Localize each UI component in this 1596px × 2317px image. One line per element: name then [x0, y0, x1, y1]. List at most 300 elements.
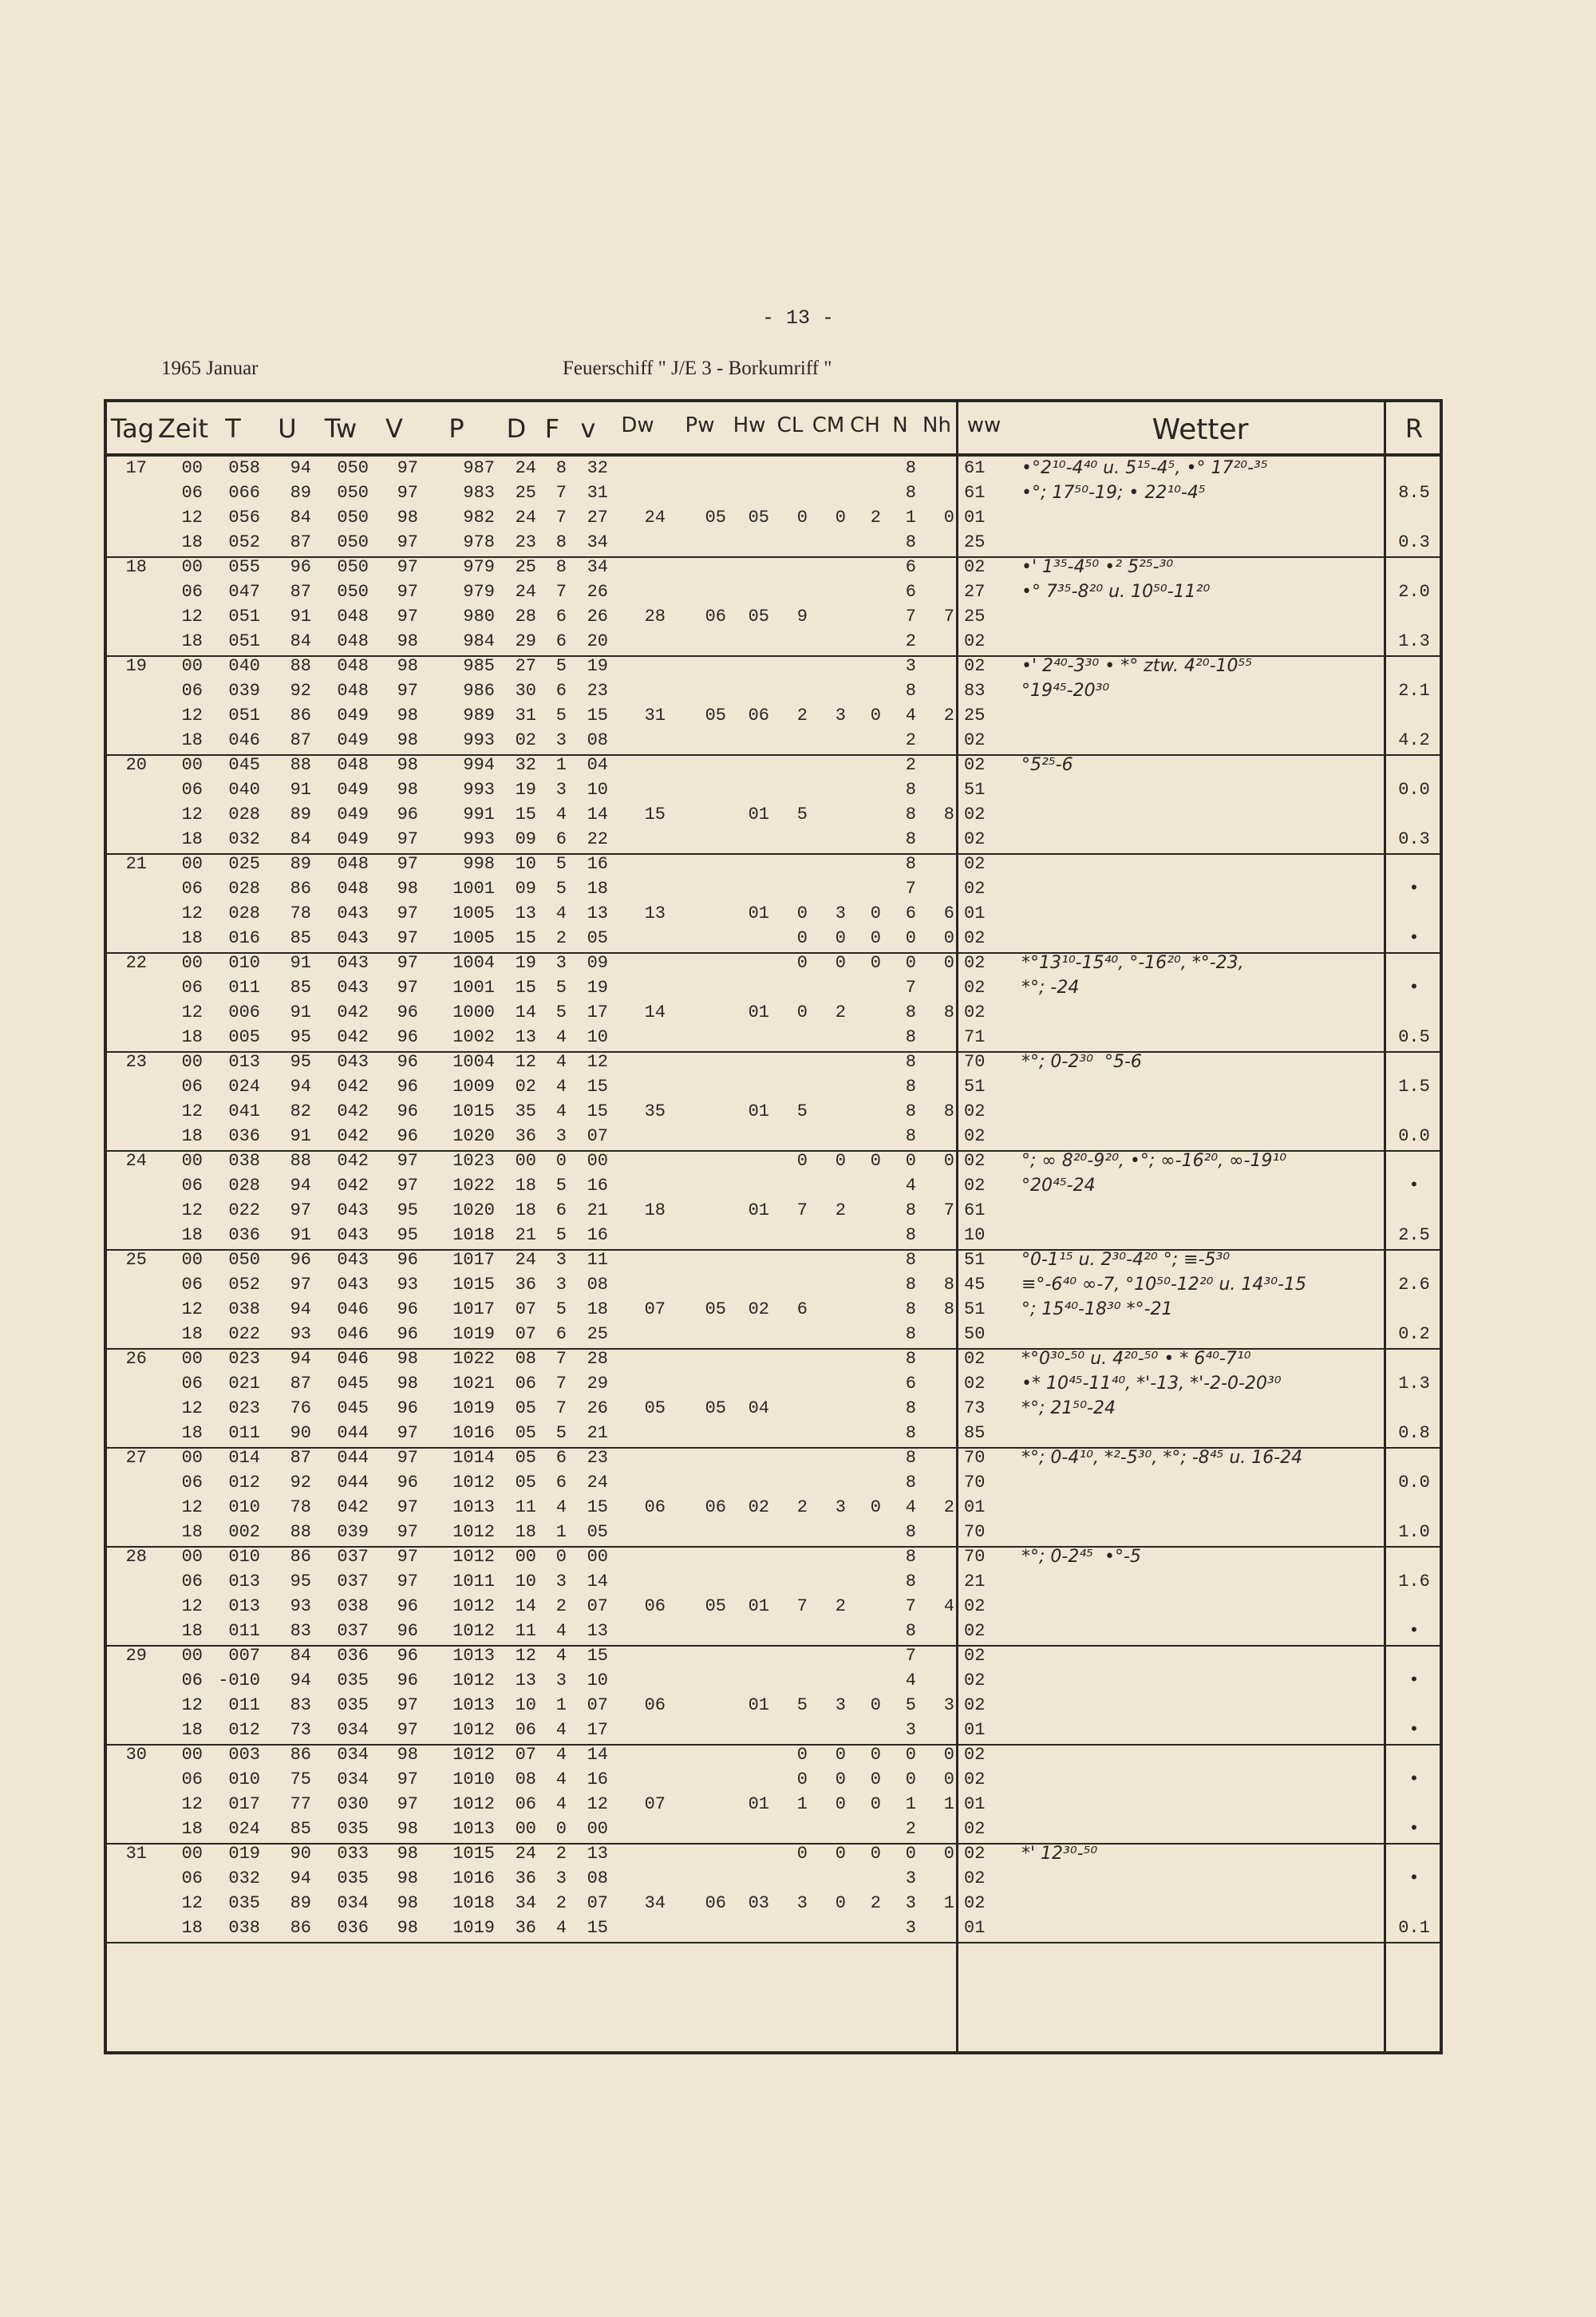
table-cell: 31 — [644, 706, 666, 726]
table-cell: 93 — [290, 1324, 311, 1344]
column-header: ww — [966, 413, 1001, 437]
table-cell: 19 — [587, 656, 608, 676]
table-cell: 18 — [181, 1621, 203, 1641]
table-cell: 00 — [181, 1745, 203, 1765]
table-cell: 78 — [290, 903, 311, 923]
table-cell: 97 — [290, 1275, 311, 1295]
table-cell: 1012 — [452, 1745, 495, 1765]
table-cell: 022 — [228, 1200, 260, 1220]
table-cell: 8 — [943, 1299, 954, 1319]
column-divider — [956, 402, 958, 2051]
table-cell: 13 — [515, 1671, 536, 1690]
table-cell: 1016 — [452, 1423, 495, 1443]
table-cell: 12 — [181, 1299, 203, 1319]
table-cell: 1 — [555, 1522, 567, 1542]
table-cell: 98 — [397, 1349, 418, 1369]
table-cell: 1015 — [452, 1101, 495, 1121]
table-cell: 002 — [228, 1522, 260, 1542]
table-cell: 016 — [228, 928, 260, 948]
table-cell: 3 — [555, 1126, 567, 1146]
table-cell: 8 — [905, 1398, 916, 1418]
table-cell: 2 — [835, 1200, 846, 1220]
table-cell: 32 — [515, 755, 536, 775]
table-cell: 032 — [228, 1868, 260, 1888]
wetter-note: *°; 21⁵⁰-24 — [1021, 1398, 1116, 1418]
table-cell: 3 — [555, 1275, 567, 1295]
table-cell: 044 — [337, 1448, 369, 1468]
table-cell: 06 — [644, 1497, 666, 1517]
table-cell: 94 — [290, 1868, 311, 1888]
table-cell: 01 — [748, 1002, 769, 1022]
table-cell: 989 — [463, 706, 495, 726]
table-cell: 76 — [290, 1398, 311, 1418]
column-header: N — [892, 413, 908, 437]
precip-value: • — [1408, 1176, 1420, 1196]
table-cell: 06 — [181, 879, 203, 899]
table-cell: 16 — [587, 1769, 608, 1789]
table-cell: 9 — [796, 607, 808, 627]
table-cell: 00 — [181, 1349, 203, 1369]
table-cell: 2 — [555, 1844, 567, 1864]
table-cell: 050 — [228, 1250, 260, 1270]
table-cell: 7 — [905, 1596, 916, 1616]
table-cell: 3 — [905, 1868, 916, 1888]
table-cell: 7 — [555, 1349, 567, 1369]
table-cell: 1012 — [452, 1596, 495, 1616]
table-cell: 17 — [587, 1720, 608, 1740]
table-cell: 038 — [228, 1151, 260, 1171]
table-cell: 97 — [397, 978, 418, 998]
table-cell: 82 — [290, 1101, 311, 1121]
table-cell: 12 — [587, 1052, 608, 1072]
table-cell: 86 — [290, 1745, 311, 1765]
table-cell: 3 — [835, 903, 846, 923]
table-cell: 02 — [964, 1349, 986, 1369]
table-cell: 8 — [943, 1275, 954, 1295]
table-cell: 8 — [905, 1101, 916, 1121]
table-cell: 02 — [964, 1819, 986, 1839]
table-cell: 5 — [555, 1423, 567, 1443]
table-cell: 14 — [587, 805, 608, 824]
table-cell: 5 — [555, 978, 567, 998]
table-cell: 12 — [181, 1695, 203, 1715]
table-cell: 18 — [644, 1200, 666, 1220]
wetter-note: •' 1³⁵-4⁵⁰ •² 5²⁵-³⁰ — [1021, 557, 1174, 577]
precip-value: 0.2 — [1398, 1324, 1430, 1344]
table-cell: 2 — [943, 1497, 954, 1517]
table-cell: 030 — [337, 1794, 369, 1814]
table-cell: 014 — [228, 1448, 260, 1468]
table-cell: 038 — [228, 1918, 260, 1938]
table-cell: 12 — [515, 1646, 536, 1666]
table-cell: 8 — [943, 805, 954, 824]
table-cell: 18 — [181, 1324, 203, 1344]
table-cell: 2 — [796, 1497, 808, 1517]
day-divider — [107, 1942, 1440, 1943]
table-cell: 02 — [964, 829, 986, 849]
table-cell: 51 — [964, 1299, 986, 1319]
table-cell: 02 — [964, 805, 986, 824]
column-header: U — [278, 413, 297, 444]
column-header: CM — [812, 413, 845, 437]
table-cell: 1011 — [452, 1572, 495, 1591]
table-cell: 98 — [397, 706, 418, 726]
precip-value: • — [1408, 1819, 1420, 1839]
table-cell: 017 — [228, 1794, 260, 1814]
table-cell: 34 — [644, 1893, 666, 1913]
table-cell: 1005 — [452, 928, 495, 948]
table-cell: 18 — [181, 1126, 203, 1146]
table-cell: 034 — [337, 1893, 369, 1913]
table-cell: 4 — [905, 706, 916, 726]
table-cell: 040 — [228, 656, 260, 676]
table-cell: 89 — [290, 1893, 311, 1913]
table-cell: 0 — [796, 1769, 808, 1789]
table-cell: 06 — [181, 1572, 203, 1591]
table-cell: 00 — [587, 1151, 608, 1171]
table-cell: 83 — [290, 1621, 311, 1641]
table-cell: 045 — [228, 755, 260, 775]
table-cell: 31 — [587, 483, 608, 503]
table-cell: 1017 — [452, 1250, 495, 1270]
table-cell: 02 — [964, 1695, 986, 1715]
table-cell: 07 — [587, 1126, 608, 1146]
table-cell: 25 — [964, 607, 986, 627]
table-cell: 4 — [555, 1101, 567, 1121]
table-cell: 1010 — [452, 1769, 495, 1789]
table-cell: 7 — [905, 879, 916, 899]
table-cell: 97 — [397, 953, 418, 973]
table-cell: 94 — [290, 1077, 311, 1097]
table-cell: 18 — [181, 532, 203, 552]
table-cell: 96 — [290, 557, 311, 577]
table-cell: 8 — [905, 1299, 916, 1319]
table-cell: 046 — [337, 1299, 369, 1319]
table-cell: 6 — [555, 1448, 567, 1468]
table-cell: 18 — [181, 1819, 203, 1839]
wetter-note: *°13¹⁰-15⁴⁰, °-16²⁰, *°-23, — [1021, 953, 1244, 973]
table-cell: 05 — [705, 1596, 726, 1616]
table-cell: 1002 — [452, 1027, 495, 1047]
table-cell: 7 — [905, 607, 916, 627]
table-cell: 01 — [964, 903, 986, 923]
table-cell: 0 — [796, 1844, 808, 1864]
table-cell: 1013 — [452, 1497, 495, 1517]
table-cell: 7 — [905, 1646, 916, 1666]
table-cell: 00 — [181, 854, 203, 874]
table-cell: 06 — [181, 1868, 203, 1888]
table-cell: 05 — [748, 607, 769, 627]
table-cell: 0 — [555, 1819, 567, 1839]
precip-value: 1.0 — [1398, 1522, 1430, 1542]
table-cell: 011 — [228, 1621, 260, 1641]
table-cell: 07 — [587, 1596, 608, 1616]
table-cell: 08 — [587, 730, 608, 750]
table-cell: 982 — [463, 508, 495, 528]
table-cell: 043 — [337, 1250, 369, 1270]
precip-value: 2.0 — [1398, 582, 1430, 602]
table-cell: 00 — [181, 1646, 203, 1666]
table-cell: 5 — [555, 1225, 567, 1245]
table-cell: 034 — [337, 1745, 369, 1765]
table-cell: 2 — [835, 1002, 846, 1022]
table-cell: 2 — [905, 755, 916, 775]
table-cell: 1013 — [452, 1646, 495, 1666]
table-cell: 5 — [555, 1002, 567, 1022]
table-cell: 02 — [964, 656, 986, 676]
table-cell: 0 — [870, 1745, 881, 1765]
column-header: Pw — [685, 413, 715, 437]
table-cell: 27 — [515, 656, 536, 676]
column-header: P — [448, 413, 464, 444]
table-cell: 50 — [964, 1324, 986, 1344]
table-cell: 96 — [397, 1101, 418, 1121]
table-cell: 97 — [397, 483, 418, 503]
table-cell: 0 — [796, 1002, 808, 1022]
table-cell: 013 — [228, 1572, 260, 1591]
table-cell: 4 — [555, 1918, 567, 1938]
table-cell: 34 — [515, 1893, 536, 1913]
table-cell: 96 — [397, 1002, 418, 1022]
table-cell: 1014 — [452, 1448, 495, 1468]
table-cell: 3 — [555, 730, 567, 750]
table-cell: 01 — [748, 1794, 769, 1814]
table-cell: 3 — [555, 1250, 567, 1270]
table-cell: 01 — [748, 1101, 769, 1121]
wetter-note: •°2¹⁰-4⁴⁰ u. 5¹⁵-4⁵, •° 17²⁰-³⁵ — [1021, 458, 1268, 478]
table-cell: 979 — [463, 582, 495, 602]
table-cell: 02 — [748, 1497, 769, 1517]
table-cell: 0 — [943, 953, 954, 973]
table-cell: 7 — [555, 1398, 567, 1418]
table-cell: 09 — [515, 879, 536, 899]
table-cell: 05 — [644, 1398, 666, 1418]
table-cell: 8 — [905, 829, 916, 849]
table-cell: 034 — [337, 1769, 369, 1789]
table-cell: 1 — [905, 508, 916, 528]
day-label: 27 — [125, 1448, 147, 1468]
table-cell: 8 — [905, 1077, 916, 1097]
table-cell: 61 — [964, 483, 986, 503]
table-cell: 049 — [337, 730, 369, 750]
column-header: Dw — [621, 413, 654, 437]
table-cell: 89 — [290, 854, 311, 874]
table-cell: 89 — [290, 483, 311, 503]
table-cell: 96 — [397, 1126, 418, 1146]
table-cell: 18 — [587, 1299, 608, 1319]
table-cell: 5 — [555, 1176, 567, 1196]
day-label: 25 — [125, 1250, 147, 1270]
table-cell: 97 — [397, 1572, 418, 1591]
table-cell: 02 — [964, 1002, 986, 1022]
table-cell: 01 — [748, 805, 769, 824]
table-cell: 00 — [181, 1250, 203, 1270]
table-cell: 18 — [181, 730, 203, 750]
table-cell: 978 — [463, 532, 495, 552]
table-cell: 028 — [228, 879, 260, 899]
table-cell: 84 — [290, 508, 311, 528]
table-cell: 3 — [835, 706, 846, 726]
table-cell: 038 — [228, 1299, 260, 1319]
table-cell: 12 — [181, 805, 203, 824]
table-cell: 3 — [555, 780, 567, 800]
table-cell: 18 — [181, 631, 203, 651]
table-cell: 010 — [228, 1547, 260, 1567]
table-cell: 993 — [463, 730, 495, 750]
table-cell: 87 — [290, 730, 311, 750]
table-cell: 8 — [905, 1250, 916, 1270]
table-cell: 4 — [943, 1596, 954, 1616]
table-cell: 043 — [337, 903, 369, 923]
table-cell: 994 — [463, 755, 495, 775]
table-cell: 10 — [964, 1225, 986, 1245]
table-cell: 050 — [337, 508, 369, 528]
table-cell: 028 — [228, 1176, 260, 1196]
table-cell: 05 — [705, 1299, 726, 1319]
table-cell: 8 — [905, 532, 916, 552]
column-header: Hw — [733, 413, 766, 437]
table-cell: 5 — [796, 1695, 808, 1715]
table-cell: 91 — [290, 1225, 311, 1245]
table-cell: 96 — [290, 1250, 311, 1270]
table-cell: 7 — [905, 978, 916, 998]
precip-value: 0.0 — [1398, 1473, 1430, 1493]
table-cell: 051 — [228, 607, 260, 627]
table-cell: 13 — [644, 903, 666, 923]
table-cell: 14 — [515, 1596, 536, 1616]
table-cell: 04 — [587, 755, 608, 775]
table-cell: 14 — [515, 1002, 536, 1022]
table-cell: 8 — [905, 1200, 916, 1220]
precip-value: 1.5 — [1398, 1077, 1430, 1097]
table-cell: 93 — [290, 1596, 311, 1616]
day-label: 22 — [125, 953, 147, 973]
table-cell: 0 — [943, 1844, 954, 1864]
table-cell: 039 — [337, 1522, 369, 1542]
precip-value: 1.3 — [1398, 1374, 1430, 1394]
table-cell: 97 — [397, 1423, 418, 1443]
column-header: Nh — [922, 413, 951, 437]
table-cell: 1019 — [452, 1398, 495, 1418]
table-cell: 96 — [397, 805, 418, 824]
table-cell: 052 — [228, 532, 260, 552]
table-cell: 96 — [397, 1473, 418, 1493]
table-cell: 048 — [337, 755, 369, 775]
table-cell: 10 — [587, 1027, 608, 1047]
table-cell: 02 — [964, 1176, 986, 1196]
table-cell: 94 — [290, 1176, 311, 1196]
day-label: 20 — [125, 755, 147, 775]
table-cell: 18 — [515, 1176, 536, 1196]
table-cell: 5 — [555, 1299, 567, 1319]
table-cell: 3 — [835, 1497, 846, 1517]
table-cell: 98 — [397, 730, 418, 750]
table-cell: 70 — [964, 1473, 986, 1493]
table-cell: 1013 — [452, 1695, 495, 1715]
table-cell: 8 — [905, 483, 916, 503]
table-cell: 51 — [964, 1250, 986, 1270]
table-cell: 984 — [463, 631, 495, 651]
table-cell: 042 — [337, 1101, 369, 1121]
table-cell: 05 — [705, 706, 726, 726]
table-cell: 048 — [337, 854, 369, 874]
table-cell: 17 — [587, 1002, 608, 1022]
table-cell: 00 — [181, 1052, 203, 1072]
table-cell: 010 — [228, 1769, 260, 1789]
table-cell: 96 — [397, 1324, 418, 1344]
table-cell: 97 — [397, 1769, 418, 1789]
table-cell: 89 — [290, 805, 311, 824]
column-header: F — [544, 413, 560, 444]
table-cell: 61 — [964, 458, 986, 478]
table-cell: 036 — [228, 1225, 260, 1245]
table-cell: 25 — [964, 706, 986, 726]
table-cell: 05 — [705, 1398, 726, 1418]
table-cell: 15 — [587, 1101, 608, 1121]
table-cell: 78 — [290, 1497, 311, 1517]
table-cell: 18 — [515, 1200, 536, 1220]
table-cell: 06 — [515, 1720, 536, 1740]
day-label: 23 — [125, 1052, 147, 1072]
table-cell: 02 — [964, 928, 986, 948]
table-cell: 0 — [943, 1151, 954, 1171]
table-cell: 06 — [515, 1794, 536, 1814]
table-cell: 97 — [397, 1151, 418, 1171]
table-cell: 1 — [943, 1794, 954, 1814]
table-cell: 042 — [337, 1151, 369, 1171]
table-cell: 0 — [555, 1151, 567, 1171]
table-cell: 036 — [337, 1646, 369, 1666]
table-cell: 037 — [337, 1547, 369, 1567]
table-cell: 019 — [228, 1844, 260, 1864]
table-cell: 8 — [555, 557, 567, 577]
table-cell: 51 — [964, 1077, 986, 1097]
table-cell: 0 — [905, 953, 916, 973]
table-cell: 5 — [905, 1695, 916, 1715]
table-cell: 993 — [463, 829, 495, 849]
table-cell: 10 — [515, 1572, 536, 1591]
table-cell: 979 — [463, 557, 495, 577]
table-cell: 05 — [705, 508, 726, 528]
table-cell: 05 — [515, 1423, 536, 1443]
table-cell: 8 — [905, 805, 916, 824]
table-cell: 96 — [397, 1646, 418, 1666]
table-cell: 0 — [835, 1844, 846, 1864]
table-cell: 12 — [181, 1002, 203, 1022]
table-cell: 34 — [587, 557, 608, 577]
table-cell: 00 — [181, 1844, 203, 1864]
table-cell: 02 — [964, 1844, 986, 1864]
table-cell: 15 — [587, 1497, 608, 1517]
table-cell: 06 — [181, 681, 203, 701]
table-cell: 97 — [397, 582, 418, 602]
table-cell: 991 — [463, 805, 495, 824]
table-cell: 97 — [397, 458, 418, 478]
table-cell: 91 — [290, 1002, 311, 1022]
table-cell: 36 — [515, 1126, 536, 1146]
table-cell: 11 — [515, 1497, 536, 1517]
table-cell: 043 — [337, 1225, 369, 1245]
table-cell: 22 — [587, 829, 608, 849]
table-cell: 043 — [337, 928, 369, 948]
table-cell: 036 — [228, 1126, 260, 1146]
table-cell: 15 — [515, 928, 536, 948]
table-cell: 98 — [397, 508, 418, 528]
column-header: Wetter — [1152, 413, 1249, 446]
table-cell: 96 — [397, 1027, 418, 1047]
table-cell: 050 — [337, 557, 369, 577]
table-cell: 0 — [905, 928, 916, 948]
